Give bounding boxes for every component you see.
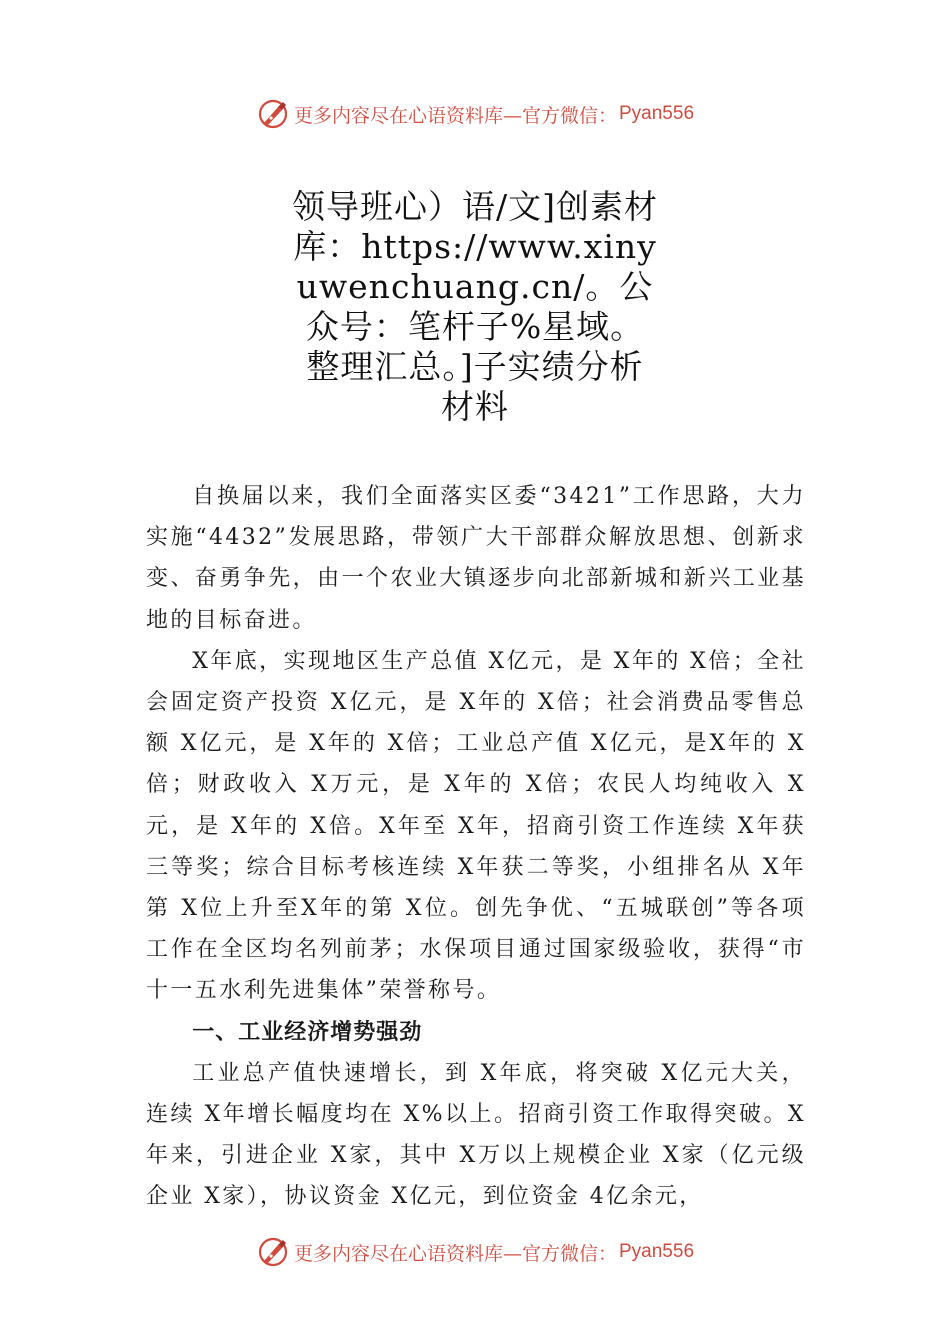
section-heading: 一、工业经济增势强劲 [192,1019,423,1045]
document-title: 领导班心）语/文]创素材库：https://www.xinyuwenchuang.cn/。公众号：笔杆子%星域。整理汇总。]子实绩分析材料 [292,187,658,426]
header-banner [0,94,950,134]
footer-banner [0,1232,950,1272]
paragraph-achievements: X年底，实现地区生产总值 X亿元，是 X年的 X倍；全社会固定资产投资 X亿元，是 X年的 X倍；社会消费品零售总额 X亿元，是 X年的 X倍；工业总产值 X亿元，是X年的 X倍；财政收入 X万元，是 X年的 X倍；农民人均纯收入 X元，是 X年的 X倍。X年至 X年，招商引资工作连续 X年获三等奖；综合目标考核连续 X年获二等奖，小组排名从 X年第 X位上升至X年的第 X位。创先争优、“五城联创”等各项工作在全区均名列前茅；水保项目通过国家级验收，获得“市十一五水利先进集体”荣誉称号。 [146,648,806,1004]
banner-text: 更多内容尽在心语资料库—官方微信： [293,1242,617,1265]
paragraph-industry: 工业总产值快速增长，到 X年底，将突破 X亿元大关，连续 X年增长幅度均在 X%以上。招商引资工作取得突破。X年来，引进企业 X家，其中 X万以上规模企业 X家（亿元级企业 X家），协议资金 X亿元，到位资金 4亿余元， [146,1060,806,1210]
pen-nib-logo-icon [256,1235,290,1269]
document-body [146,476,806,1218]
banner-text: 更多内容尽在心语资料库—官方微信： [293,104,617,127]
paragraph-intro: 自换届以来，我们全面落实区委“3421”工作思路，大力实施“4432”发展思路，带领广大干部群众解放思想、创新求变、奋勇争先，由一个农业大镇逐步向北部新城和新兴工业基地的目标奋进。 [146,484,806,633]
banner-wechat-id: Pyan556 [619,1241,695,1262]
banner-wechat-id: Pyan556 [619,103,695,124]
pen-nib-logo-icon [256,97,290,131]
